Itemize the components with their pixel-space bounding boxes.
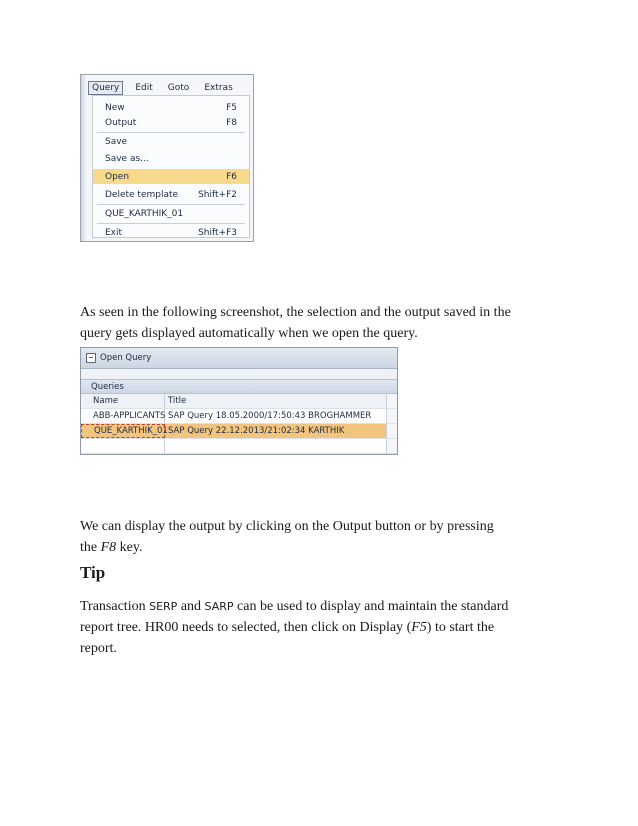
queries-table <box>81 394 397 454</box>
text-run: ) to start the <box>426 620 495 635</box>
menu-item-shortcut: Shift+F3 <box>198 227 237 238</box>
menu-item-label: Exit <box>105 227 123 238</box>
cell-name: ABB-APPLICANTS <box>81 409 165 423</box>
menu-item-label: Delete template <box>105 189 179 200</box>
tip-heading: Tip <box>80 563 106 582</box>
text-run: key. <box>116 540 143 555</box>
menu-item-recent-query[interactable] <box>93 206 249 221</box>
column-header-title[interactable]: Title <box>168 396 187 406</box>
menu-query[interactable]: Query <box>88 81 123 95</box>
text-line <box>80 596 560 617</box>
text-line: As seen in the following screenshot, the selection and the output saved in the <box>80 305 511 320</box>
text-run: Transaction <box>80 599 150 614</box>
text-line: report. <box>80 641 117 656</box>
menu-item-label: Open <box>105 171 130 182</box>
menu-item-shortcut: Shift+F2 <box>198 189 237 200</box>
cell-name <box>81 439 165 453</box>
table-row[interactable] <box>81 409 397 424</box>
scrollbar[interactable] <box>386 424 397 438</box>
menu-item-open[interactable] <box>93 169 249 184</box>
dialog-icon <box>86 353 96 363</box>
tip-paragraph <box>80 596 560 659</box>
menu-item-shortcut: F6 <box>226 171 237 182</box>
menu-item-shortcut: F5 <box>226 102 237 113</box>
text-run: can be used to display and maintain the standard <box>233 599 509 614</box>
scrollbar[interactable] <box>386 439 397 453</box>
dialog-titlebar <box>81 348 397 369</box>
text-run: and <box>177 599 205 614</box>
text-run: report tree. HR00 needs to selected, then click on Display ( <box>80 620 412 635</box>
menu-separator <box>97 204 245 205</box>
menu-item-save-as[interactable] <box>93 151 249 166</box>
menu-item-label: QUE_KARTHIK_01 <box>105 208 184 219</box>
text-line: query gets displayed automatically when we open the query. <box>80 326 418 341</box>
code-transaction: SERP <box>149 600 178 613</box>
paragraph-output <box>80 516 560 558</box>
menu-item-delete-template[interactable] <box>93 187 249 202</box>
query-dropdown <box>92 95 250 238</box>
text-line <box>80 537 560 558</box>
dialog-title: Open Query <box>100 353 152 363</box>
window-edge <box>81 75 86 241</box>
menubar <box>86 80 250 95</box>
column-header-name[interactable]: Name <box>81 394 165 408</box>
cell-title: SAP Query 22.12.2013/21:02:34 KARTHIK <box>168 426 345 436</box>
menu-separator <box>97 223 245 224</box>
scrollbar[interactable] <box>386 409 397 423</box>
scrollbar[interactable] <box>386 394 397 408</box>
menu-item-label: Save <box>105 136 128 147</box>
menu-item-new[interactable] <box>93 100 249 115</box>
menu-goto[interactable]: Goto <box>167 82 190 93</box>
menu-item-output[interactable] <box>93 115 249 130</box>
menu-item-save[interactable] <box>93 134 249 149</box>
table-row-empty <box>81 439 397 454</box>
table-header-row <box>81 394 397 409</box>
text-run: the <box>80 540 101 555</box>
menu-separator <box>97 132 245 133</box>
cell-title <box>165 439 386 453</box>
paragraph-open-query <box>80 302 560 344</box>
text-line: We can display the output by clicking on the Output button or by pressing <box>80 519 494 534</box>
key-name: F5 <box>411 620 427 635</box>
menu-item-label: New <box>105 102 125 113</box>
text-line <box>80 617 560 638</box>
code-transaction: SARP <box>204 600 234 613</box>
query-menu-screenshot <box>80 74 254 242</box>
queries-section-header: Queries <box>81 379 397 394</box>
table-row-selected[interactable] <box>81 424 397 439</box>
cell-name: QUE_KARTHIK_01 <box>81 424 165 438</box>
menu-item-shortcut: F8 <box>226 117 237 128</box>
cell-title: SAP Query 18.05.2000/17:50:43 BROGHAMMER <box>168 411 372 421</box>
menu-item-label: Output <box>105 117 137 128</box>
key-name: F8 <box>100 540 117 555</box>
menu-item-exit[interactable] <box>93 225 249 240</box>
open-query-screenshot <box>80 347 398 455</box>
menu-edit[interactable]: Edit <box>135 82 153 93</box>
spacer <box>81 369 397 379</box>
menu-item-label: Save as... <box>105 153 149 164</box>
menu-extras[interactable]: Extras <box>204 82 233 93</box>
